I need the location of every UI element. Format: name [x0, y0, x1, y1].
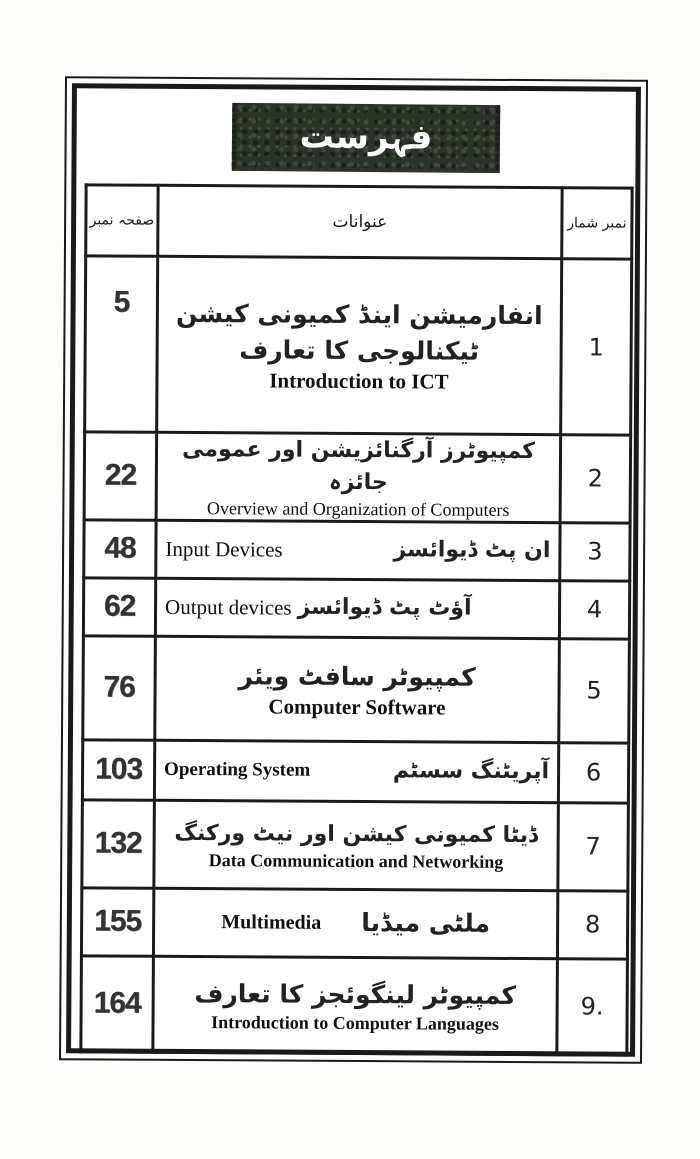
chapter-title-cell[interactable] — [153, 956, 558, 1054]
chapter-title-urdu-line2: ٹیکنالوجی کا تعارف — [239, 335, 480, 366]
page-number-cell — [84, 432, 157, 520]
chapter-title-cell[interactable] — [154, 740, 558, 802]
chapter-title-english: Operating System — [164, 759, 311, 781]
table-row[interactable] — [81, 888, 627, 959]
chapter-title-english: Introduction to ICT — [269, 368, 449, 394]
table-row[interactable] — [84, 432, 631, 523]
serial-number-cell — [559, 581, 629, 639]
chapter-title-english: Multimedia — [221, 910, 322, 934]
serial-number: 9. — [580, 992, 604, 1021]
header-page-number: صفحہ نمبر — [86, 185, 158, 256]
chapter-title-cell[interactable] — [155, 578, 559, 638]
serial-number: 6 — [585, 758, 602, 787]
page-number: 132 — [94, 826, 142, 860]
page-number: 103 — [94, 752, 143, 786]
chapter-title-urdu: ڈیٹا کمیونی کیشن اور نیٹ ورکنگ — [174, 820, 538, 848]
serial-number-cell — [557, 891, 627, 959]
table-row[interactable] — [81, 956, 628, 1055]
serial-number-cell — [560, 523, 630, 581]
chapter-title-cell[interactable] — [156, 520, 560, 580]
serial-number-cell — [558, 743, 628, 803]
chapter-title-urdu: ملٹی میڈیا — [361, 908, 491, 938]
serial-number: 1 — [588, 332, 604, 362]
serial-number: 5 — [586, 676, 602, 705]
table-row[interactable] — [82, 800, 629, 891]
page-number: 62 — [103, 589, 136, 623]
table-row[interactable] — [84, 520, 630, 581]
table-row[interactable] — [82, 740, 628, 803]
page-number-cell — [84, 520, 156, 578]
chapter-title-urdu: کمپیوٹر لینگوئجز کا تعارف — [194, 978, 517, 1010]
page-number: 48 — [104, 531, 136, 565]
page-number: 164 — [93, 986, 141, 1020]
chapter-title-english: Computer Software — [268, 694, 446, 720]
table-row[interactable] — [83, 578, 629, 639]
chapter-title-cell[interactable] — [155, 636, 560, 742]
serial-number: 4 — [586, 595, 603, 624]
serial-number-cell — [558, 803, 629, 891]
serial-number-cell — [557, 959, 628, 1055]
chapter-title-urdu: کمپیوٹر سافٹ ویئر — [238, 660, 476, 692]
page-number-cell — [83, 636, 156, 740]
table-header-row — [86, 185, 632, 259]
page-number-cell — [82, 800, 155, 888]
chapter-title-urdu-line1: انفارمیشن اینڈ کمیونی کیشن — [175, 298, 543, 330]
table-row[interactable] — [85, 256, 632, 435]
serial-number: 3 — [587, 537, 603, 566]
title-banner — [232, 103, 501, 173]
serial-number-cell — [559, 639, 630, 743]
chapter-title-cell[interactable] — [153, 888, 557, 958]
page-number: 5 — [113, 285, 130, 319]
page-title: فہرست — [299, 115, 433, 158]
chapter-title-cell[interactable] — [156, 432, 561, 522]
page-number-cell — [85, 256, 158, 432]
chapter-title-english: Output devices — [165, 594, 292, 620]
chapter-title-urdu: کمپیوٹرز آرگنائزیشن اور عمومی جائزہ — [182, 436, 536, 496]
chapter-title-english: Data Communication and Networking — [208, 849, 504, 872]
chapter-title-english: Introduction to Computer Languages — [211, 1012, 500, 1034]
chapter-title-english: Input Devices — [165, 536, 283, 562]
table-of-contents — [79, 183, 633, 1056]
chapter-title-urdu: آپریٹنگ سسٹم — [392, 758, 550, 785]
header-titles: عنوانات — [158, 185, 562, 258]
chapter-title-urdu: آؤٹ پٹ ڈیوائسز — [297, 594, 472, 622]
chapter-title-english: Overview and Organization of Computers — [206, 497, 510, 520]
serial-number: 7 — [585, 832, 601, 861]
chapter-title-cell[interactable] — [157, 256, 562, 434]
serial-number: 2 — [587, 464, 604, 493]
page-number: 76 — [103, 670, 135, 704]
table-row[interactable] — [83, 636, 630, 743]
page-number-cell — [82, 740, 154, 800]
serial-number: 8 — [584, 910, 601, 939]
page-number-cell — [83, 578, 155, 636]
header-serial-number: نمبر شمار — [562, 188, 632, 259]
page-number: 22 — [104, 458, 137, 493]
serial-number-cell — [560, 435, 631, 523]
chapter-title-urdu: ان پٹ ڈیوائسز — [393, 537, 551, 564]
serial-number-cell — [561, 259, 632, 435]
page-number-cell — [81, 888, 153, 956]
page-number-cell — [81, 956, 154, 1052]
page-number: 155 — [94, 904, 142, 938]
chapter-title-cell[interactable] — [154, 800, 559, 890]
